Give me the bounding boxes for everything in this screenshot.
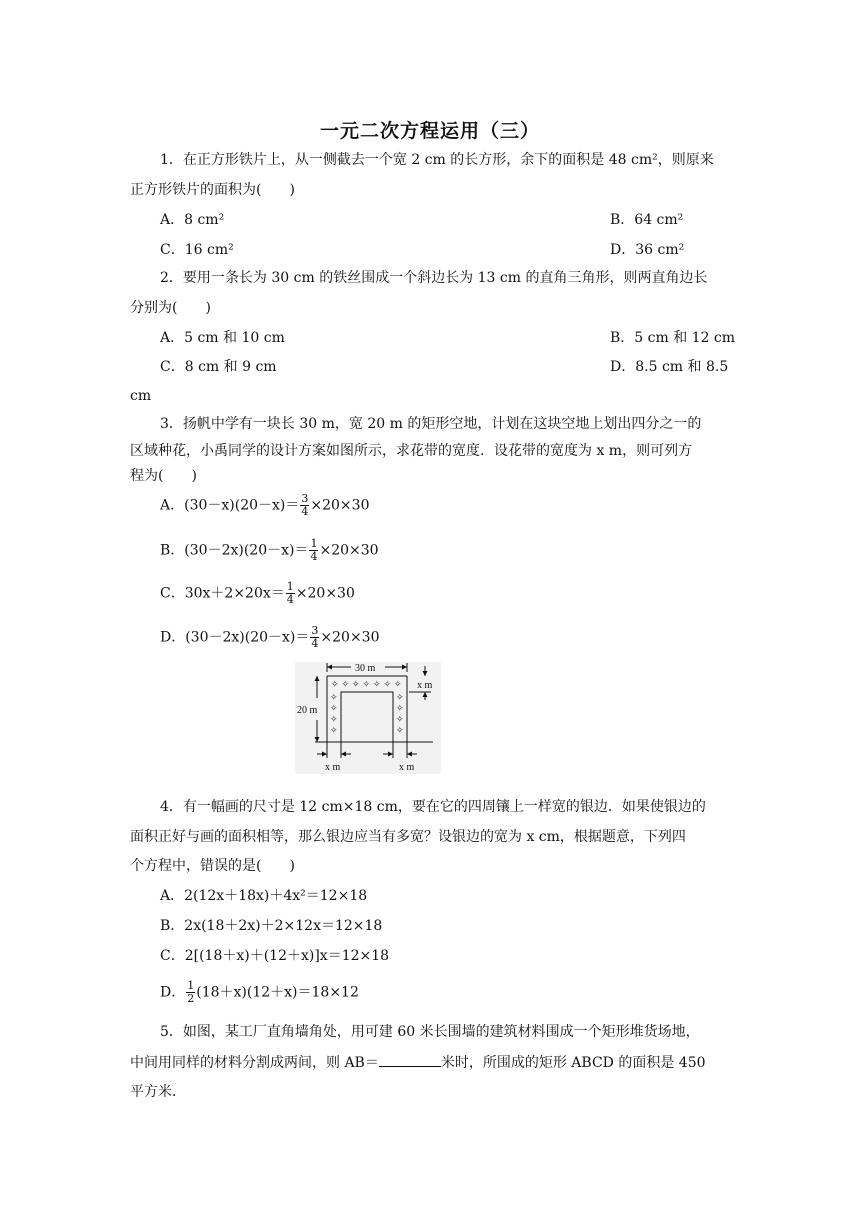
arrow-head-left-top bbox=[315, 676, 320, 681]
flower-mark: ✧ bbox=[362, 680, 371, 690]
flower-mark: ✧ bbox=[330, 693, 338, 703]
arrow-head-left-bottom bbox=[315, 737, 320, 742]
fig-label-top: 30 m bbox=[355, 663, 376, 674]
q3-c-left: C．30x＋2×20x＝ bbox=[160, 585, 285, 602]
fig-label-right: x m bbox=[417, 680, 433, 691]
q3-stem-line2: 区域种花，小禹同学的设计方案如图所示，求花带的宽度．设花带的宽度为 x m，则可列方 bbox=[130, 443, 693, 459]
q3-a-fraction bbox=[300, 493, 309, 518]
q3-stem-line1: 3．扬帆中学有一块长 30 m，宽 20 m 的矩形空地，计划在这块空地上划出四分之一的 bbox=[160, 416, 702, 432]
q4-stem-line2: 面积正好与画的面积相等，那么银边应当有多宽？设银边的宽为 x cm，根据题意，下列四 bbox=[130, 829, 686, 845]
flower-mark: ✧ bbox=[396, 715, 404, 725]
q2-option-d-continued: cm bbox=[130, 388, 152, 404]
q3-d-fraction bbox=[310, 625, 319, 650]
q3-c-right: ×20×30 bbox=[295, 585, 355, 602]
q5-stem-line1: 5．如图，某工厂直角墙角处，用可建 60 米长围墙的建筑材料围成一个矩形堆货场地， bbox=[160, 1024, 700, 1040]
flower-mark: ✧ bbox=[330, 704, 338, 714]
flower-mark: ✧ bbox=[394, 680, 402, 690]
flower-mark: ✧ bbox=[352, 680, 360, 690]
q3-d-numerator: 3 bbox=[311, 624, 319, 637]
q4-d-fraction bbox=[186, 980, 195, 1005]
q3-d-right: ×20×30 bbox=[320, 629, 380, 646]
arrow-head-top-left bbox=[327, 665, 332, 670]
q3-a-denominator: 4 bbox=[301, 505, 309, 518]
flower-mark: ✧ bbox=[331, 680, 339, 690]
q4-stem-line3: 个方程中，错误的是( ) bbox=[130, 858, 295, 874]
q3-c-denominator: 4 bbox=[286, 593, 294, 606]
q2-option-b: B．5 cm 和 12 cm bbox=[610, 330, 736, 346]
q3-option-c bbox=[160, 581, 355, 606]
q2-option-d: D．8.5 cm 和 8.5 bbox=[610, 359, 729, 375]
q3-d-denominator: 4 bbox=[311, 637, 319, 650]
q3-c-numerator: 1 bbox=[286, 580, 294, 593]
q3-b-fraction bbox=[309, 538, 318, 563]
q1-stem-line1: 1．在正方形铁片上，从一侧截去一个宽 2 cm 的长方形，余下的面积是 48 cm²，则原来 bbox=[160, 152, 714, 168]
q4-d-numerator: 1 bbox=[187, 979, 195, 992]
arrow-head-bottom-1 bbox=[322, 752, 327, 757]
q4-d-denominator: 2 bbox=[187, 992, 195, 1005]
q3-option-b bbox=[160, 538, 379, 563]
q3-option-a bbox=[160, 493, 369, 518]
q2-option-a: A．5 cm 和 10 cm bbox=[160, 330, 285, 346]
q3-b-numerator: 1 bbox=[310, 537, 318, 550]
q5-line2-after-blank: 米时，所围成的矩形 ABCD 的面积是 450 bbox=[440, 1055, 706, 1071]
flower-mark: ✧ bbox=[396, 726, 404, 736]
arrow-head-right-top bbox=[423, 671, 428, 676]
flower-mark: ✧ bbox=[341, 680, 350, 690]
q2-stem-line1: 2．要用一条长为 30 cm 的铁丝围成一个斜边长为 13 cm 的直角三角形，则两直角边长 bbox=[160, 270, 708, 286]
q3-b-denominator: 4 bbox=[310, 550, 318, 563]
q4-option-c: C．2[(18＋x)＋(12＋x)]x＝12×18 bbox=[160, 948, 390, 964]
q3-d-left: D．(30－2x)(20－x)＝ bbox=[160, 629, 310, 646]
q1-option-a: A．8 cm² bbox=[160, 212, 225, 228]
arrow-head-right-bottom bbox=[423, 692, 428, 697]
q2-stem-line2: 分别为( ) bbox=[130, 300, 211, 316]
flower-mark: ✧ bbox=[396, 704, 404, 714]
q3-option-d bbox=[160, 625, 380, 650]
fig-label-bottom-right: x m bbox=[399, 762, 415, 773]
q3-a-numerator: 3 bbox=[301, 492, 309, 505]
q5-line2-before-blank: 中间用同样的材料分割成两间，则 AB＝ bbox=[130, 1055, 379, 1071]
q2-option-c: C．8 cm 和 9 cm bbox=[160, 359, 277, 375]
q3-a-left: A．(30－x)(20－x)＝ bbox=[160, 497, 300, 514]
fig-label-left: 20 m bbox=[297, 705, 318, 716]
q4-d-right: (18＋x)(12＋x)＝18×12 bbox=[196, 984, 359, 1001]
q3-a-right: ×20×30 bbox=[310, 497, 370, 514]
q4-stem-line1: 4．有一幅画的尺寸是 12 cm×18 cm，要在它的四周镶上一样宽的银边．如果使银边的 bbox=[160, 799, 706, 815]
q3-stem-line3: 程为( ) bbox=[130, 468, 197, 484]
arrow-head-top-right bbox=[402, 665, 407, 670]
flower-mark: ✧ bbox=[383, 680, 392, 690]
q3-b-right: ×20×30 bbox=[319, 542, 379, 559]
flower-mark: ✧ bbox=[330, 726, 338, 736]
q5-stem-line3: 平方米． bbox=[130, 1084, 186, 1100]
arrow-head-bottom-4 bbox=[407, 752, 412, 757]
fig-label-bottom-left: x m bbox=[325, 762, 341, 773]
q4-d-label: D． bbox=[160, 984, 186, 1001]
q1-option-c: C．16 cm² bbox=[160, 242, 234, 258]
inner-rectangle bbox=[341, 692, 393, 742]
q4-option-b: B．2x(18＋2x)＋2×12x＝12×18 bbox=[160, 918, 383, 934]
page-title: 一元二次方程运用（三） bbox=[319, 120, 540, 142]
flower-mark: ✧ bbox=[373, 680, 381, 690]
garden-diagram bbox=[295, 662, 441, 774]
q5-answer-blank[interactable] bbox=[379, 1052, 441, 1067]
q1-option-b: B．64 cm² bbox=[610, 212, 684, 228]
flower-mark: ✧ bbox=[330, 715, 338, 725]
flower-mark: ✧ bbox=[396, 693, 404, 703]
arrow-head-bottom-2 bbox=[341, 752, 346, 757]
q1-stem-line2: 正方形铁片的面积为( ) bbox=[130, 182, 295, 198]
q4-option-d bbox=[160, 980, 359, 1005]
q5-stem-line2 bbox=[130, 1052, 740, 1073]
q3-b-left: B．(30－2x)(20－x)＝ bbox=[160, 542, 309, 559]
q1-option-d: D．36 cm² bbox=[610, 242, 685, 258]
q3-figure bbox=[295, 662, 441, 774]
q3-c-fraction bbox=[286, 581, 295, 606]
arrow-head-bottom-3 bbox=[388, 752, 393, 757]
q4-option-a: A．2(12x＋18x)＋4x²＝12×18 bbox=[160, 888, 368, 904]
